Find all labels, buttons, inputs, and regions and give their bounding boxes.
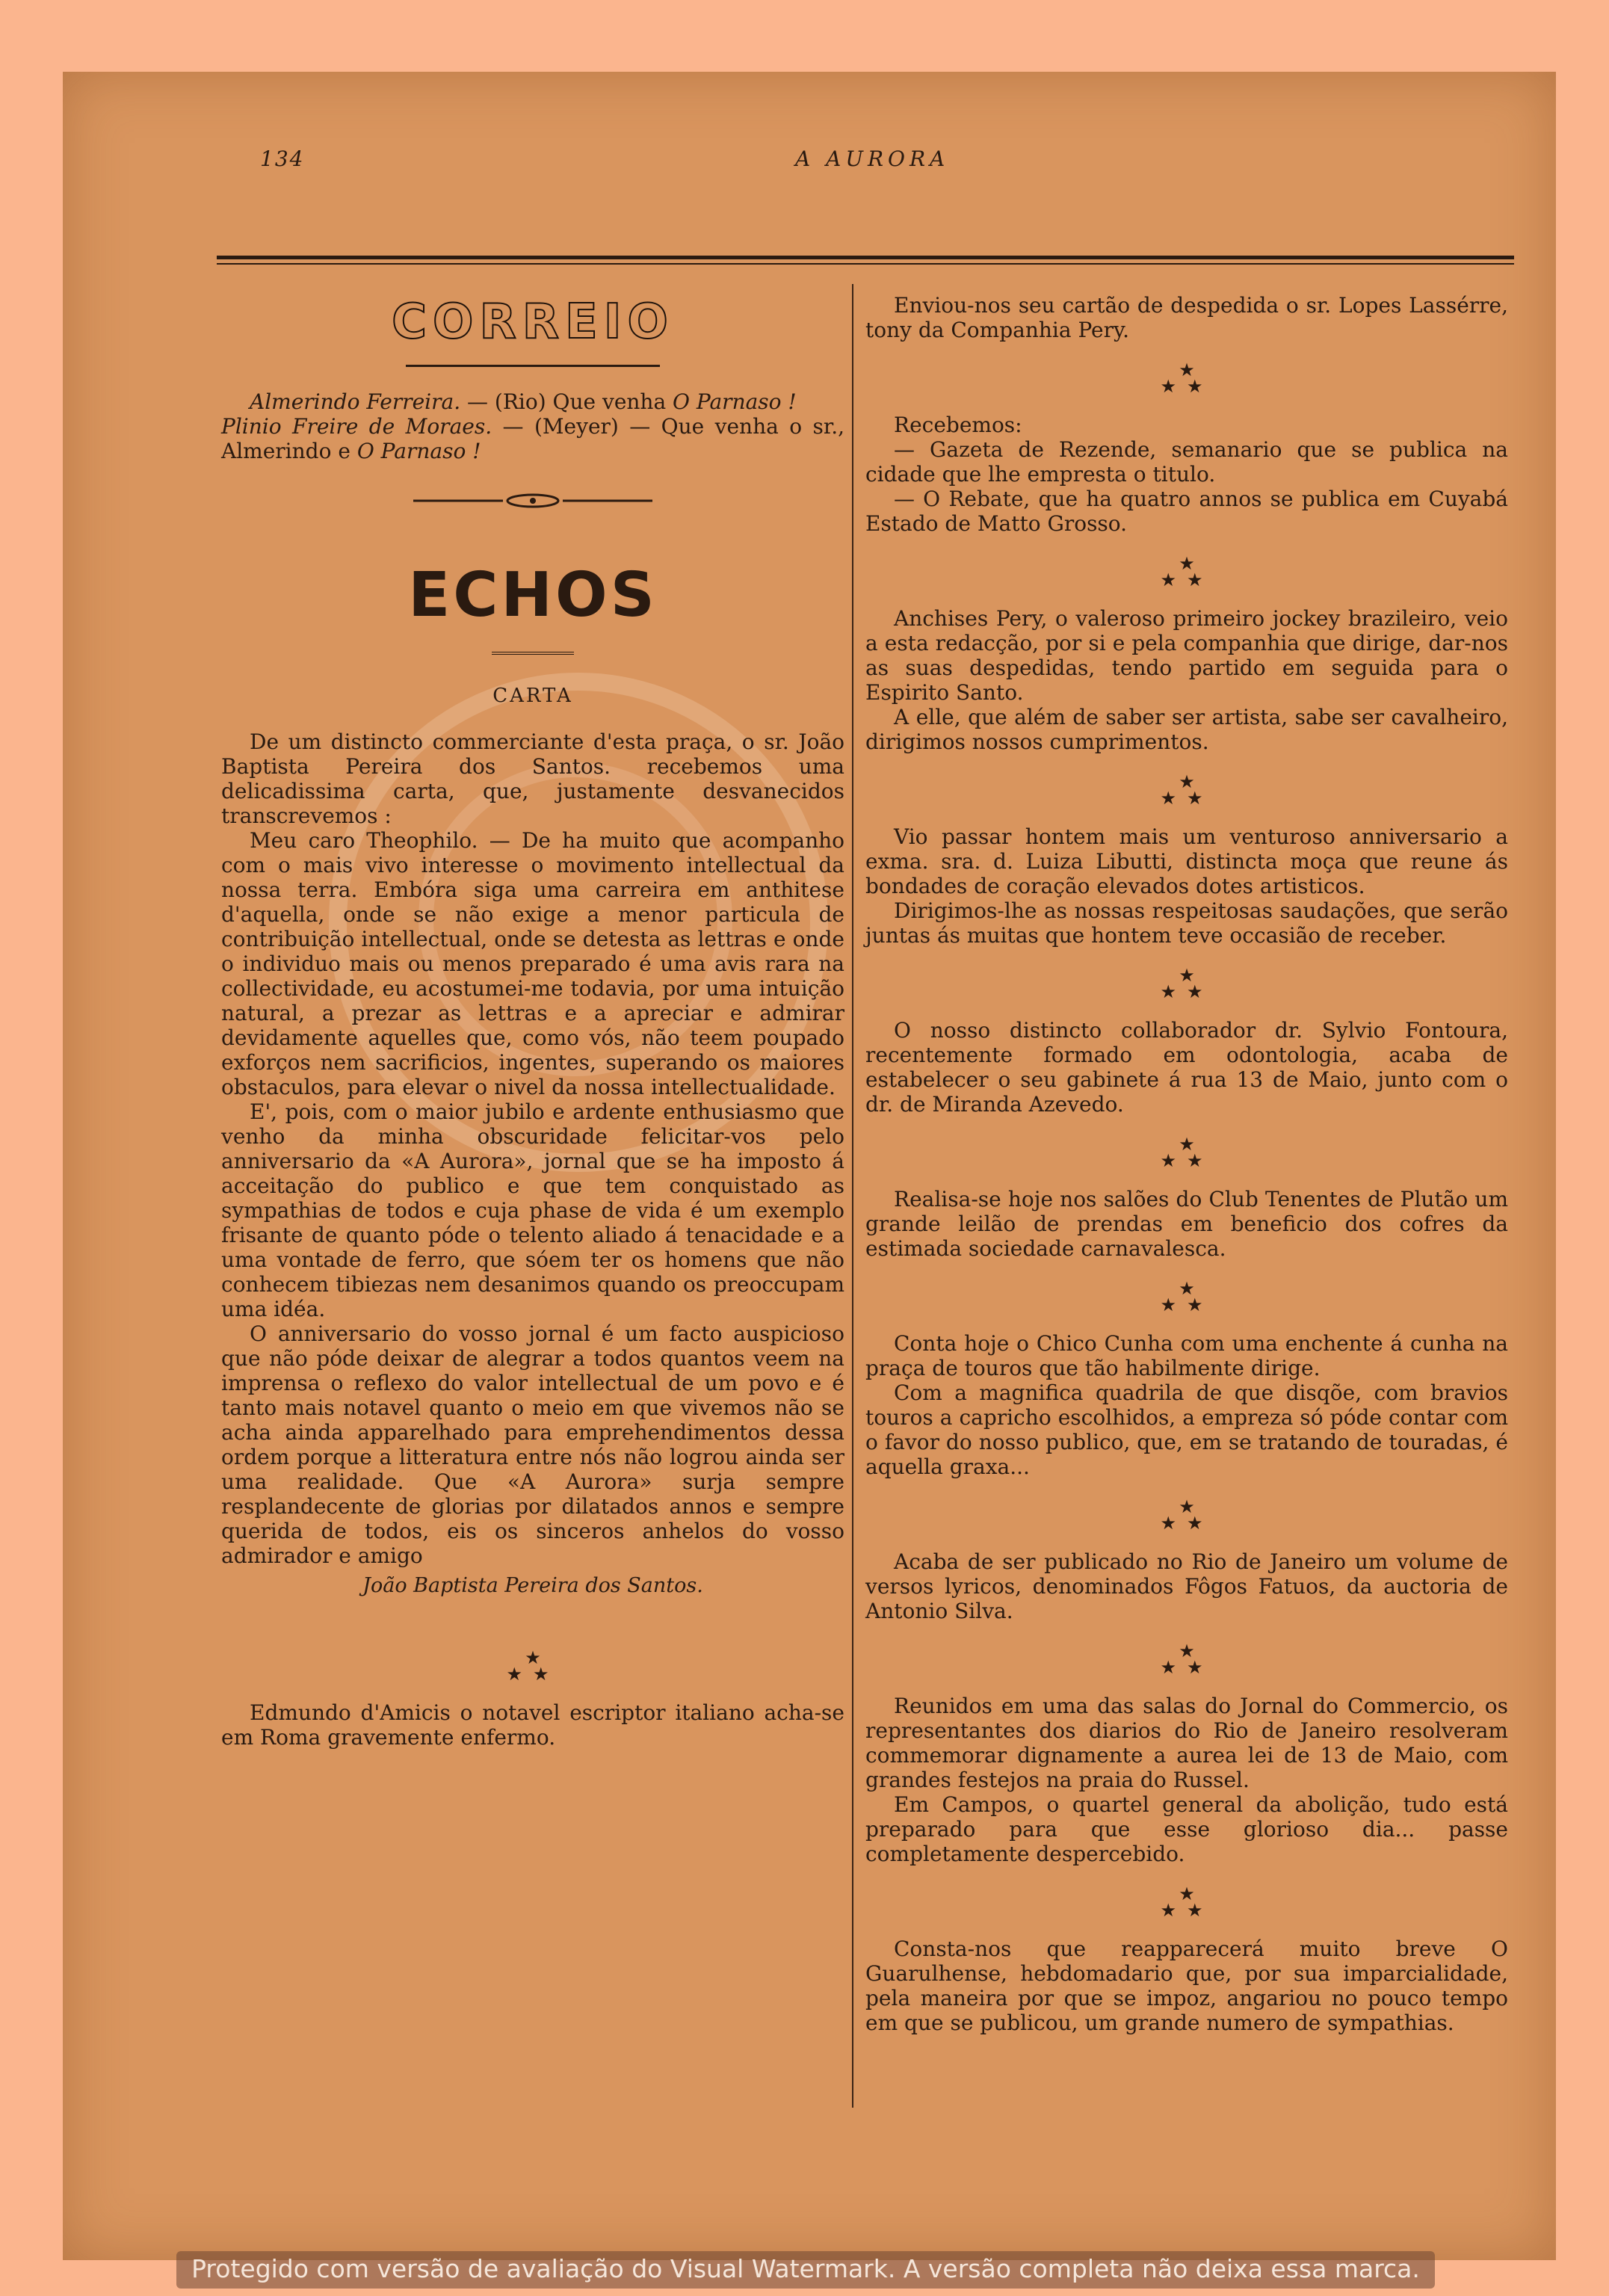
right-column xyxy=(865,293,1508,2035)
stars-separator: ★ ★★ xyxy=(1160,1883,1214,1921)
news-item-6-line-1: Realisa-se hoje nos salões do Club Tenentes de Plutão um grande leilão de prendas em beneficio dos cofres da estimada sociedade carnavalesca. xyxy=(865,1187,1508,1261)
stars-separator: ★ ★★ xyxy=(1160,1641,1214,1678)
news-item-2-line-1: Recebemos: xyxy=(894,413,1022,437)
correio-line-1: Almerindo Ferreira. — (Rio) Que venha O Parnaso ! xyxy=(250,389,797,414)
stars-separator: ★ ★★ xyxy=(1160,1496,1214,1534)
news-item-2-line-3: — O Rebate, que ha quatro annos se publica em Cuyabá Estado de Matto Grosso. xyxy=(865,487,1508,536)
news-item-7-line-1: Conta hoje o Chico Cunha com uma enchente á cunha na praça de touros que tão habilmente dirige. xyxy=(865,1331,1508,1380)
news-item-3-line-2: A elle, que além de saber ser artista, sabe ser cavalheiro, dirigimos nossos cumprimentos. xyxy=(865,705,1508,754)
correio-line-2: Plinio Freire de Moraes. — (Meyer) — Que venha o sr., Almerindo e O Parnaso ! xyxy=(221,414,844,463)
news-item-10-line-1: Consta-nos que reapparecerá muito breve O Guarulhense, hebdomadario que, por sua imparcialidade, pela maneira por que se impoz, angariou no pouco tempo em que se publicou, um grande numero de sympathias. xyxy=(865,1937,1508,2035)
header-rule-thin xyxy=(217,263,1514,265)
carta-paragraph-3: O anniversario do vosso jornal é um facto auspicioso que não póde deixar de alegrar a todos quantos veem na imprensa o reflexo do valor intellectual de um povo e é tanto mais notavel quanto o meio em que vivemos não se acha ainda apparelhado para emprehendimentos dessa ordem porque a litteratura entre nós não logrou ainda ser uma realidade. Que «A Aurora» surja sempre resplandecente de glorias por dilatados annos e sempre querida de todos, eis os sinceros anhelos do vosso admirador e amigo xyxy=(221,1321,844,1568)
news-item-5-line-1: O nosso distincto collaborador dr. Sylvio Fontoura, recentemente formado em odontologia, acaba de estabelecer o seu gabinete á rua 13 de Maio, junto com o dr. de Miranda Azevedo. xyxy=(865,1018,1508,1117)
stars-separator: ★ ★★ xyxy=(1160,553,1214,590)
column-divider xyxy=(852,284,853,2108)
echos-rule xyxy=(492,652,574,658)
carta-paragraph-2: E', pois, com o maior jubilo e ardente enthusiasmo que venho da minha obscuridade felicitar-vos pelo anniversario da «A Aurora», jornal que se ha imposto á acceitação do publico e que tem conquistado as sympathias de todos e cuja phase de vida é um exemplo frisante de quanto póde o telento aliado á tenacidade e a uma vontade de ferro, que sóem ter os homens que não conhecem tibiezas nem desanimos quando os preoccupam uma idéa. xyxy=(221,1099,844,1321)
newspaper-title: A AURORA xyxy=(795,146,950,171)
left-column xyxy=(221,284,844,1750)
stars-separator: ★ ★★ xyxy=(1160,359,1214,397)
correio-rule xyxy=(406,365,660,367)
stars-separator: ★ ★★ xyxy=(1160,1278,1214,1315)
note-amicis: Edmundo d'Amicis o notavel escriptor italiano acha-se em Roma gravemente enfermo. xyxy=(221,1700,844,1750)
stars-separator: ★ ★★ xyxy=(1160,1134,1214,1171)
news-item-4-line-1: Vio passar hontem mais um venturoso anniversario a exma. sra. d. Luiza Libutti, distincta moça que reune ás bondades de coração elevados dotes artisticos. xyxy=(865,824,1508,898)
correio-heading: CORREIO xyxy=(392,294,674,350)
news-item-9-line-1: Reunidos em uma das salas do Jornal do Commercio, os representantes dos diarios do Rio de Janeiro resolveram commemorar dignamente a aurea lei de 13 de Maio, com grandes festejos na praia do Russel. xyxy=(865,1694,1508,1792)
news-item-3-line-1: Anchises Pery, o valeroso primeiro jockey brazileiro, veio a esta redacção, por si e pela companhia que dirige, dar-nos as suas despedidas, tendo partido em seguida para o Espirito Santo. xyxy=(865,606,1508,705)
carta-label: CARTA xyxy=(492,685,573,707)
stars-separator: ★ ★★ xyxy=(506,1647,560,1685)
news-item-2-line-2: — Gazeta de Rezende, semanario que se publica na cidade que lhe empresta o titulo. xyxy=(865,437,1508,487)
news-item-9-line-2: Em Campos, o quartel general da abolição, tudo está preparado para que esse glorioso dia... passe completamente despercebido. xyxy=(865,1792,1508,1866)
header-rule-thick xyxy=(217,256,1514,259)
news-item-1-line-1: Enviou-nos seu cartão de despedida o sr. Lopes Lassérre, tony da Companhia Pery. xyxy=(865,293,1508,342)
news-item-8-line-1: Acaba de ser publicado no Rio de Janeiro um volume de versos lyricos, denominados Fôgos Fatuos, da auctoria de Antonio Silva. xyxy=(865,1549,1508,1623)
page-number: 134 xyxy=(260,146,305,171)
stars-separator: ★ ★★ xyxy=(1160,965,1214,1002)
carta-signature: João Baptista Pereira dos Santos. xyxy=(362,1574,703,1597)
carta-paragraph-1: Meu caro Theophilo. — De ha muito que acompanho com o mais vivo interesse o movimento intellectual da nossa terra. Embóra siga uma carreira em anthitese d'aquella, onde se não exige a menor particula de contribuição intellectual, onde se detesta as lettras e onde o individuo mais ou menos preparado é uma avis rara na collectividade, eu acostumei-me todavia, por uma intuição natural, a prezar as lettras e a apreciar e admirar devidamente aquelles que, como vós, não teem poupado exforços nem sacrificios, ingentes, superando os maiores obstaculos, para elevar o nivel da nossa intellectualidade. xyxy=(221,828,844,1099)
watermark-text: Protegido com versão de avaliação do Visual Watermark. A versão completa não deixa essa marca. xyxy=(191,2254,1420,2283)
echos-heading: ECHOS xyxy=(408,560,658,631)
ornament-divider xyxy=(221,490,844,515)
carta-intro: De um distincto commerciante d'esta praça, o sr. João Baptista Pereira dos Santos. recebemos uma delicadissima carta, que, justamente desvanecidos transcrevemos : xyxy=(221,729,844,828)
news-item-4-line-2: Dirigimos-lhe as nossas respeitosas saudações, que serão juntas ás muitas que hontem teve occasião de receber. xyxy=(865,898,1508,948)
news-item-7-line-2: Com a magnifica quadrila de que disqõe, com bravios touros a capricho escolhidos, a empreza só póde contar com o favor do nosso publico, que, em se tratando de touradas, é aquella graxa... xyxy=(865,1380,1508,1479)
stars-separator: ★ ★★ xyxy=(1160,771,1214,809)
